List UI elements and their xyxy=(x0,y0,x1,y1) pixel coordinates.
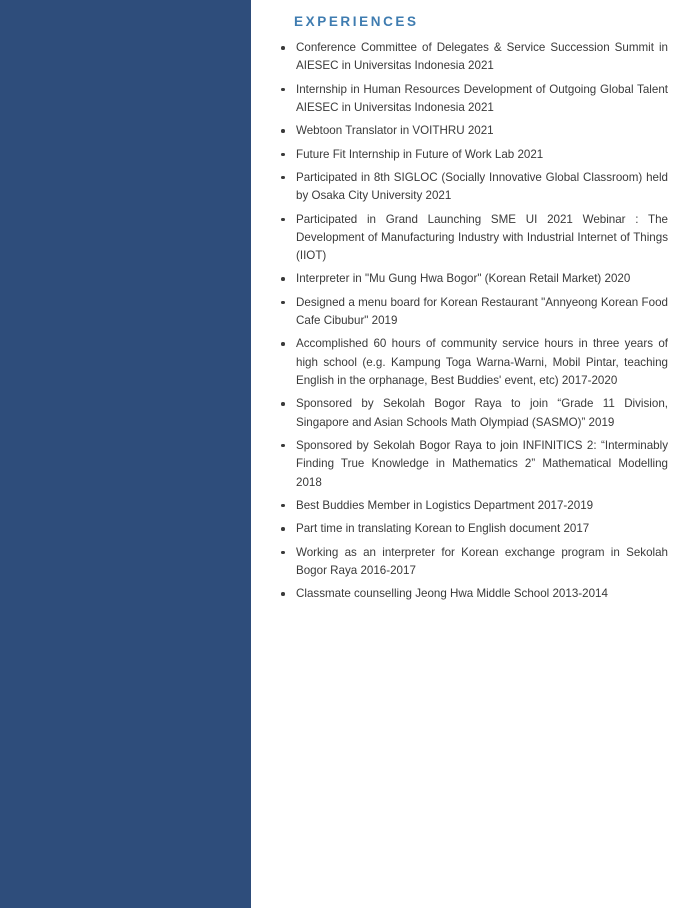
list-item-text: Working as an interpreter for Korean exchange program in Sekolah Bogor Raya 2016-2017 xyxy=(296,545,668,577)
list-item xyxy=(274,335,668,390)
list-item xyxy=(274,544,668,581)
list-item xyxy=(274,122,668,140)
list-item xyxy=(274,39,668,76)
list-item-text: Sponsored by Sekolah Bogor Raya to join INFINITICS 2: “Interminably Finding True Knowledge in Mathematics 2” Mathematical Modelling 2018 xyxy=(296,438,668,489)
main-content xyxy=(251,0,700,908)
list-item xyxy=(274,395,668,432)
list-item-text: Accomplished 60 hours of community service hours in three years of high school (e.g. Kampung Toga Warna-Warni, Mobil Pintar, teaching English in the orphanage, Best Buddies' event, etc) 2017-2020 xyxy=(296,337,668,387)
list-item xyxy=(274,270,668,288)
list-item-text: Interpreter in "Mu Gung Hwa Bogor" (Korean Retail Market) 2020 xyxy=(296,272,631,286)
list-item xyxy=(274,211,668,266)
list-item xyxy=(274,81,668,118)
list-item-text: Sponsored by Sekolah Bogor Raya to join “Grade 11 Division, Singapore and Asian Schools Math Olympiad (SASMO)” 2019 xyxy=(296,397,668,429)
list-item xyxy=(274,520,668,538)
list-item-text: Designed a menu board for Korean Restaurant "Annyeong Korean Food Cafe Cibubur" 2019 xyxy=(296,295,668,328)
list-item-text: Internship in Human Resources Development of Outgoing Global Talent AIESEC in Universitas Indonesia 2021 xyxy=(296,82,668,114)
list-item xyxy=(274,437,668,492)
list-item-text: Webtoon Translator in VOITHRU 2021 xyxy=(296,124,494,138)
list-item-text: Classmate counselling Jeong Hwa Middle School 2013-2014 xyxy=(296,587,608,601)
list-item-text: Participated in 8th SIGLOC (Socially Innovative Global Classroom) held by Osaka City University 2021 xyxy=(296,170,668,203)
list-item-text: Part time in translating Korean to English document 2017 xyxy=(296,522,590,536)
list-item xyxy=(274,585,668,603)
list-item-text: Best Buddies Member in Logistics Department 2017-2019 xyxy=(296,498,594,512)
sidebar-panel xyxy=(0,0,251,908)
list-item-text: Future Fit Internship in Future of Work Lab 2021 xyxy=(296,147,544,161)
list-item xyxy=(274,497,668,515)
list-item xyxy=(274,294,668,331)
list-item-text: Participated in Grand Launching SME UI 2021 Webinar : The Development of Manufacturing Industry with Industrial Internet of Things (IIOT) xyxy=(296,212,668,263)
list-item xyxy=(274,169,668,206)
section-title-experiences: EXPERIENCES xyxy=(294,14,419,29)
experiences-list xyxy=(274,39,668,603)
list-item-text: Conference Committee of Delegates & Service Succession Summit in AIESEC in Universitas Indonesia 2021 xyxy=(296,41,668,73)
list-item xyxy=(274,146,668,164)
